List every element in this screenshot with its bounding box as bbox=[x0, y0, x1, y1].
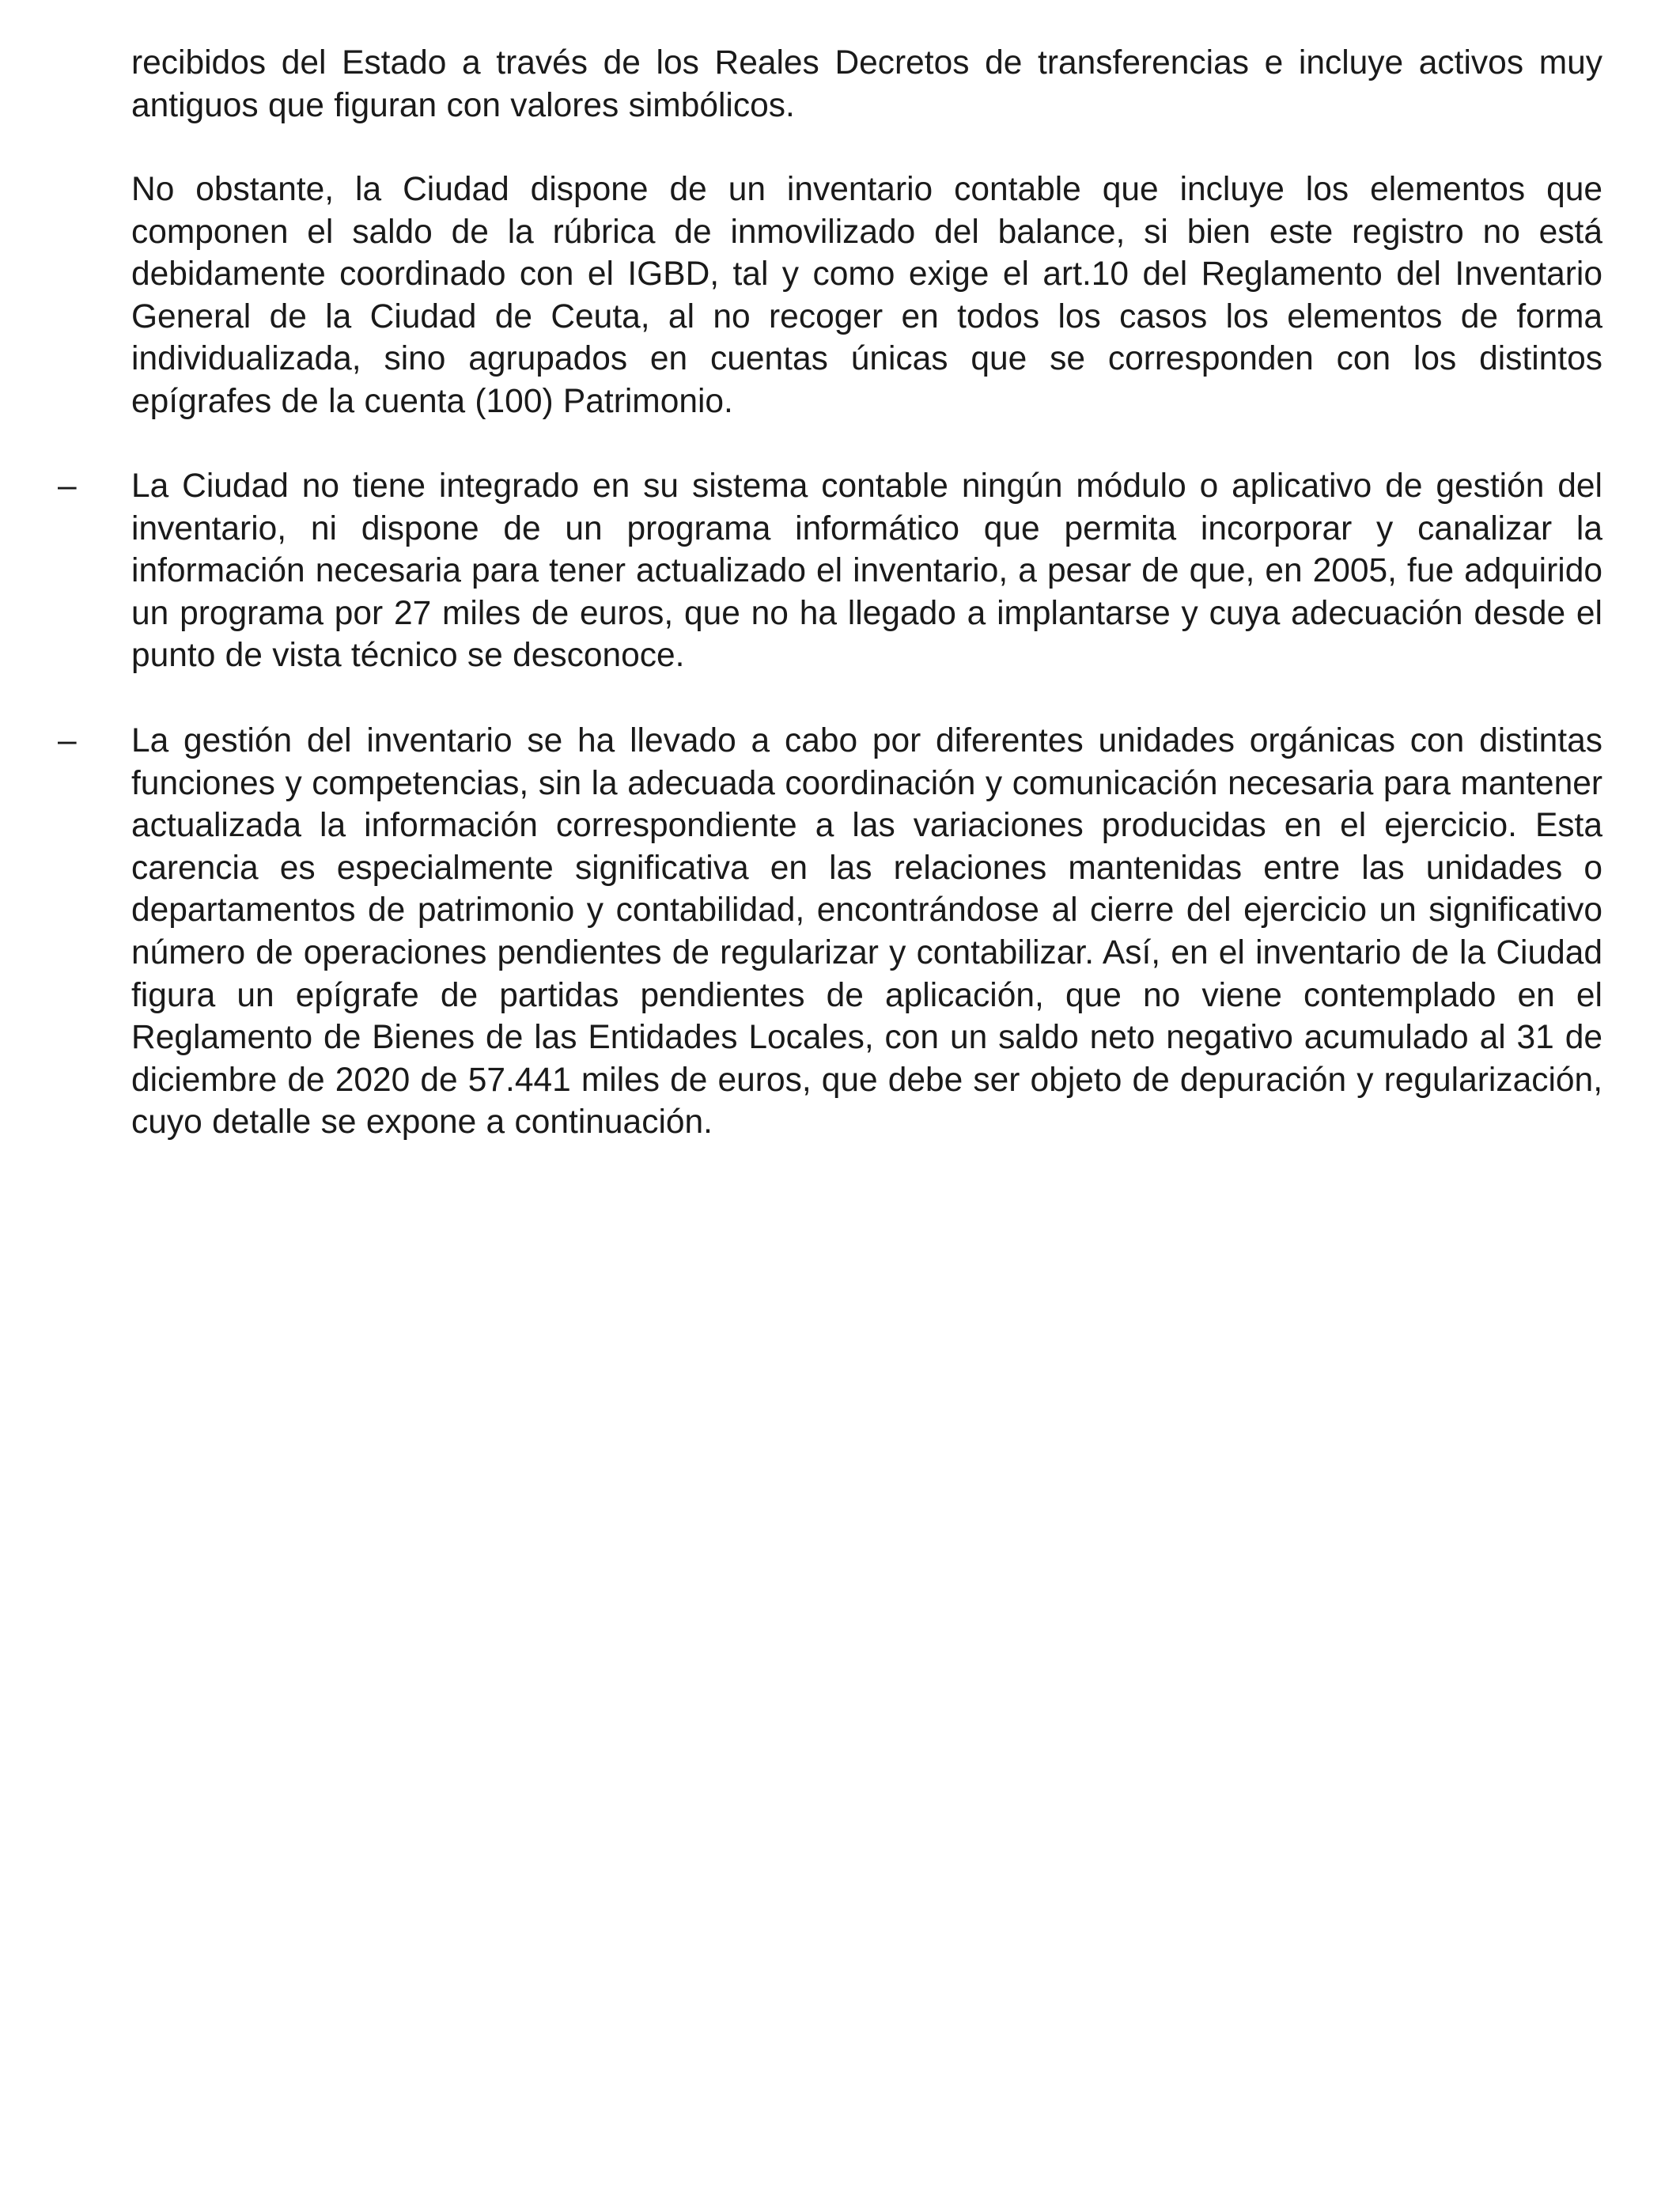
list-item-gestion-inventario: La gestión del inventario se ha llevado a cabo por diferentes unidades orgánicas con distintas funciones y competencias, sin la adecuada coordinación y comunicación necesaria para mantener actualizada la información correspondiente a las variaciones producidas en el ejercicio. Esta carencia es especialmente significativa en las relaciones mantenidas entre las unidades o departamentos de patrimonio y contabilidad, encontrándose al cierre del ejercicio un significativo número de operaciones pendientes de regularizar y contabilizar. Así, en el inventario de la Ciudad figura un epígrafe de partidas pendientes de aplicación, que no viene contemplado en el Reglamento de Bienes de las Entidades Locales, con un saldo neto negativo acumulado al 31 de diciembre de 2020 de 57.441 miles de euros, que debe ser objeto de depuración y regularización, cuyo detalle se expone a continuación. bbox=[131, 722, 1602, 1142]
bullet-dash-icon: – bbox=[58, 468, 77, 505]
paragraph-continuation: recibidos del Estado a través de los Reales Decretos de transferencias e incluye activos muy antiguos que figuran con valores simbólicos. bbox=[131, 44, 1602, 124]
bullet-dash-icon: – bbox=[58, 722, 77, 759]
paragraph-inventario-contable: No obstante, la Ciudad dispone de un inventario contable que incluye los elementos que componen el saldo de la rúbrica de inmovilizado del balance, si bien este registro no está debidamente coordinado con el IGBD, tal y como exige el art.10 del Reglamento del Inventario General de la Ciudad de Ceuta, al no recoger en todos los casos los elementos de forma individualizada, sino agrupados en cuentas únicas que se corresponden con los distintos epígrafes de la cuenta (100) Patrimonio. bbox=[131, 171, 1602, 420]
list-item-sistema-contable: La Ciudad no tiene integrado en su sistema contable ningún módulo o aplicativo de gestión del inventario, ni dispone de un programa informático que permita incorporar y canalizar la información necesaria para tener actualizado el inventario, a pesar de que, en 2005, fue adquirido un programa por 27 miles de euros, que no ha llegado a implantarse y cuya adecuación desde el punto de vista técnico se desconoce. bbox=[131, 468, 1602, 675]
